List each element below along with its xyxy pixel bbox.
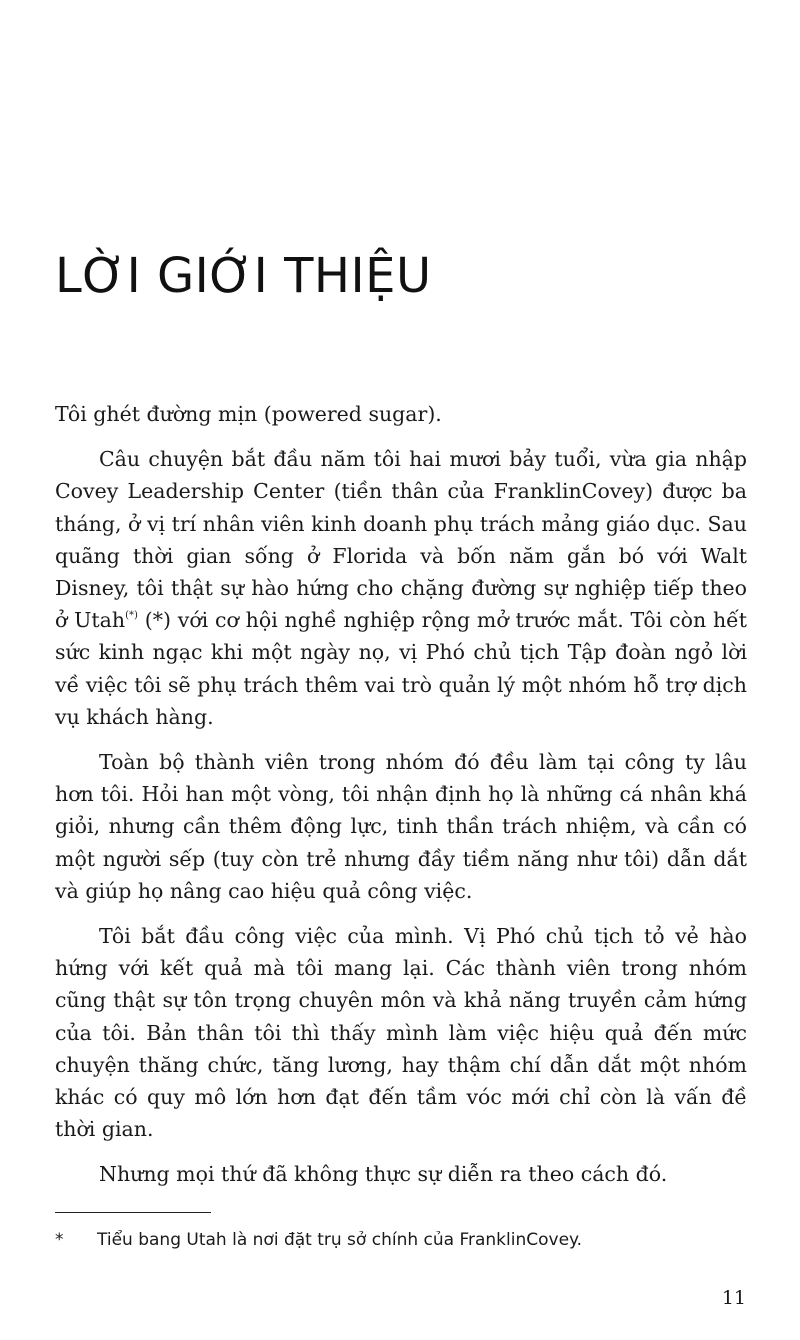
paragraph-2: [55, 443, 747, 733]
body-text: [55, 398, 747, 1204]
page-number: 11: [721, 1287, 746, 1309]
paragraph-3: Toàn bộ thành viên trong nhóm đó đều làm tại công ty lâu hơn tôi. Hỏi han một vòng, tôi nhận định họ là những cá nhân khá giỏi, nhưng cần thêm động lực, tinh thần trách nhiệm, và cần có một người sếp (tuy còn trẻ nhưng đầy tiềm năng như tôi) dẫn dắt và giúp họ nâng cao hiệu quả công việc.: [55, 750, 747, 903]
footnote: [55, 1228, 755, 1252]
footnote-text: Tiểu bang Utah là nơi đặt trụ sở chính của FranklinCovey.: [97, 1230, 583, 1250]
paragraph-2-text-before: Câu chuyện bắt đầu năm tôi hai mươi bảy tuổi, vừa gia nhập Covey Leadership Center (tiền thân của FranklinCovey) được ba tháng, ở vị trí nhân viên kinh doanh phụ trách mảng giáo dục. Sau quãng thời gian sống ở Florida và bốn năm gắn bó với Walt Disney, tôi thật sự hào hứng cho chặng đường sự nghiệp tiếp theo ở Utah: [55, 447, 747, 633]
paragraph-2-text-after: (*) với cơ hội nghề nghiệp rộng mở trước mắt. Tôi còn hết sức kinh ngạc khi một ngày nọ, vị Phó chủ tịch Tập đoàn ngỏ lời về việc tôi sẽ phụ trách thêm vai trò quản lý một nhóm hỗ trợ dịch vụ khách hàng.: [55, 608, 747, 729]
footnote-divider: [55, 1212, 211, 1213]
paragraph-1: Tôi ghét đường mịn (powered sugar).: [55, 402, 442, 426]
paragraph-4: Tôi bắt đầu công việc của mình. Vị Phó chủ tịch tỏ vẻ hào hứng với kết quả mà tôi mang lại. Các thành viên trong nhóm cũng thật sự tôn trọng chuyên môn và khả năng truyền cảm hứng của tôi. Bản thân tôi thì thấy mình làm việc hiệu quả đến mức chuyện thăng chức, tăng lương, hay thậm chí dẫn dắt một nhóm khác có quy mô lớn hơn đạt đến tầm vóc mới chỉ còn là vấn đề thời gian.: [55, 924, 747, 1142]
footnote-reference: (*): [125, 610, 138, 622]
footnote-mark: *: [55, 1230, 64, 1250]
chapter-title: LỜI GIỚI THIỆU: [55, 248, 432, 304]
paragraph-5: Nhưng mọi thứ đã không thực sự diễn ra theo cách đó.: [99, 1162, 668, 1187]
